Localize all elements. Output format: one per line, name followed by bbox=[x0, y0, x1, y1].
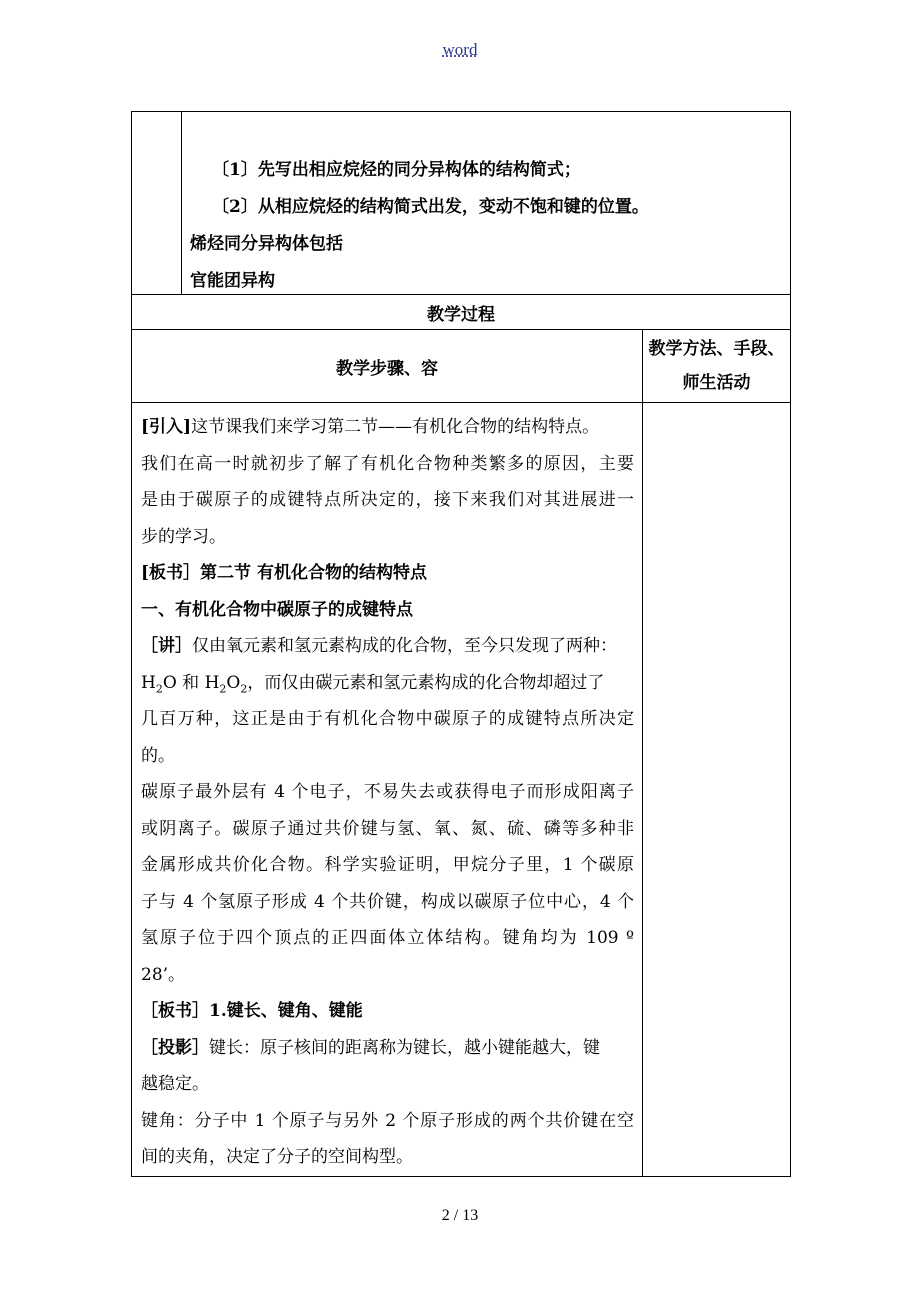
lecture-line-4: 的。 bbox=[141, 745, 175, 766]
carbon-line-6: 28’。 bbox=[141, 964, 186, 985]
formula-o: O bbox=[226, 672, 241, 693]
projection-line-1: 键长：原子核间的距离称为键长，越小键能越大，键 bbox=[209, 1037, 600, 1058]
intro-line-1: 这节课我们来学习第二节——有机化合物的结构特点。 bbox=[191, 417, 600, 437]
steps-content-cell bbox=[132, 403, 643, 1177]
board-heading-2: ［板书］1.键长、键角、键能 bbox=[141, 1001, 363, 1021]
board-heading-1: [板书］第二节 有机化合物的结构特点 bbox=[141, 563, 427, 583]
projection-tag: ［投影］ bbox=[141, 1037, 209, 1058]
step-2-text: 〔2〕从相应烷烃的结构简式出发，变动不饱和键的位置。 bbox=[212, 197, 649, 217]
formula-o-and-h: O 和 H bbox=[162, 672, 220, 693]
functional-isomer-text: 官能团异构 bbox=[190, 271, 275, 291]
lecture-tag: ［讲］ bbox=[141, 636, 192, 656]
step-1-text: 〔1〕先写出相应烷烃的同分异构体的结构简式； bbox=[212, 160, 581, 180]
lesson-table bbox=[131, 111, 791, 1177]
column-header-row bbox=[132, 330, 791, 403]
page-number: 2 / 13 bbox=[441, 1207, 479, 1224]
bond-angle-line-2: 间的夹角，决定了分子的空间构型。 bbox=[141, 1147, 413, 1167]
intro-line-4: 步的学习。 bbox=[141, 526, 226, 547]
carbon-line-4: 子与 4 个氢原子形成 4 个共价键，构成以碳原子位中心，4 个 bbox=[141, 891, 634, 912]
top-block-content bbox=[182, 112, 657, 294]
lecture-line-2 bbox=[141, 665, 634, 702]
formula-sub-2: 2 bbox=[219, 681, 227, 695]
intro-line-3: 是由于碳原子的成键特点所决定的，接下来我们对其进展进一 bbox=[141, 490, 634, 510]
carbon-line-2: 或阴离子。碳原子通过共价键与氢、氧、氮、硫、磷等多种非 bbox=[141, 818, 634, 839]
lecture-line-3: 几百万种，这正是由于有机化合物中碳原子的成键特点所决定 bbox=[141, 709, 634, 729]
content-row bbox=[132, 403, 791, 1177]
formula-sub-3: 2 bbox=[240, 681, 248, 695]
bond-angle-line-1: 键角：分子中 1 个原子与另外 2 个原子形成的两个共价键在空 bbox=[141, 1110, 634, 1131]
col2-header-line1: 教学方法、手段、 bbox=[648, 339, 785, 359]
alkene-isomer-text: 烯烃同分异构体包括 bbox=[190, 234, 343, 254]
carbon-line-1: 碳原子最外层有 4 个电子，不易失去或获得电子而形成阳离子 bbox=[141, 782, 634, 802]
top-block-row bbox=[132, 112, 791, 295]
intro-line-2: 我们在高一时就初步了解了有机化合物种类繁多的原因，主要 bbox=[141, 453, 634, 474]
projection-line-2: 越稳定。 bbox=[141, 1074, 209, 1094]
formula-h: H bbox=[141, 672, 156, 693]
lecture-line-2-rest: ，而仅由碳元素和氢元素构成的化合物却超过了 bbox=[247, 672, 605, 693]
carbon-line-5: 氢原子位于四个顶点的正四面体立体结构。键角均为 109 º bbox=[141, 928, 634, 948]
col2-header bbox=[643, 330, 791, 403]
methods-content-cell bbox=[643, 403, 791, 1177]
intro-tag: [引入] bbox=[141, 417, 192, 437]
lecture-line-1: 仅由氧元素和氢元素构成的化合物，至今只发现了两种： bbox=[192, 636, 617, 656]
formula-sub-1: 2 bbox=[155, 681, 163, 695]
section-heading-1: 一、有机化合物中碳原子的成键特点 bbox=[141, 599, 413, 620]
left-stripe-cell bbox=[132, 112, 182, 294]
col2-header-line2: 师生活动 bbox=[682, 373, 751, 393]
header-word-link[interactable]: word bbox=[442, 40, 478, 59]
col1-header: 教学步骤、容 bbox=[132, 330, 643, 403]
section-title: 教学过程 bbox=[132, 295, 791, 330]
carbon-line-3: 金属形成共价化合物。科学实验证明，甲烷分子里，1 个碳原 bbox=[141, 855, 634, 875]
